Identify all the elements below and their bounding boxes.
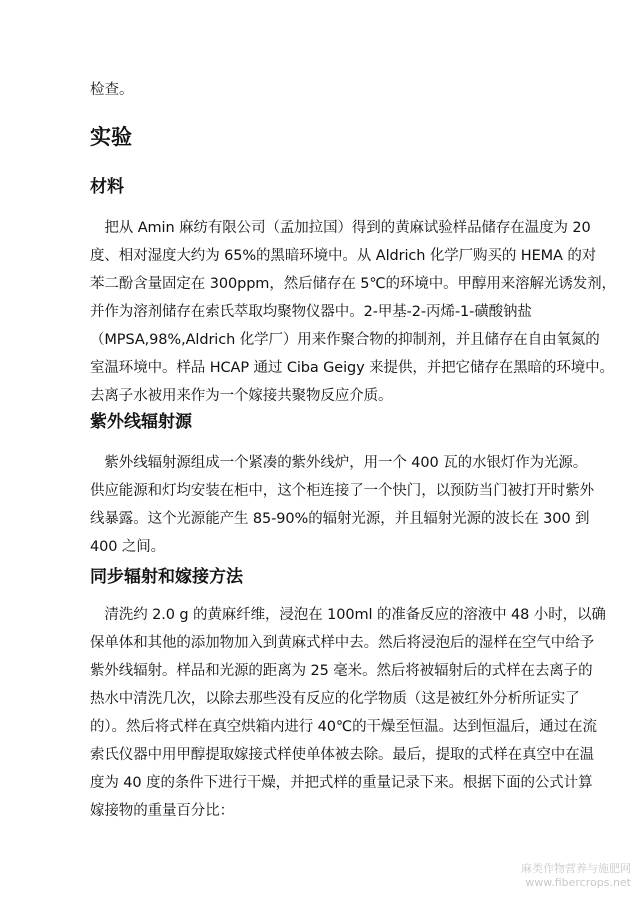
continued-text: 检查。 (90, 82, 134, 98)
paragraph-line: 把从 Amin 麻纺有限公司（孟加拉国）得到的黄麻试验样品储存在温度为 20 (90, 220, 591, 236)
paragraph-line: 紫外线辐射源组成一个紧凑的紫外线炉，用一个 400 瓦的水银灯作为光源。 (90, 455, 588, 471)
watermark-name: 麻类作物营养与施肥网 (521, 862, 631, 875)
paragraph-line: 度为 40 度的条件下进行干燥，并把式样的重量记录下来。根据下面的公式计算 (90, 775, 593, 791)
paragraph-line: 的）。然后将式样在真空烘箱内进行 40℃的干燥至恒温。达到恒温后，通过在流 (90, 719, 597, 735)
paragraph-line: 清洗约 2.0 g 的黄麻纤维，浸泡在 100ml 的准备反应的溶液中 48 小时，以确 (90, 607, 606, 623)
paragraph-line: 度、相对湿度大约为 65%的黑暗环境中。从 Aldrich 化学厂购买的 HEMA 的对 (90, 248, 597, 264)
heading-grafting-method: 同步辐射和嫁接方法 (90, 567, 243, 587)
paragraph-grafting-method (90, 601, 606, 825)
watermark-url: www.fibercrops.net (525, 876, 631, 889)
paragraph-line: 并作为溶剂储存在索氏萃取均聚物仪器中。2-甲基-2-丙烯-1-磺酸钠盐 (90, 304, 532, 320)
paragraph-line: 400 之间。 (90, 539, 166, 555)
paragraph-line: 室温环境中。样品 HCAP 通过 Ciba Geigy 来提供，并把它储存在黑暗的环境中。 (90, 360, 614, 376)
paragraph-line: 线暴露。这个光源能产生 85-90%的辐射光源，并且辐射光源的波长在 300 到 (90, 511, 590, 527)
paragraph-line: 去离子水被用来作为一个嫁接共聚物反应介质。 (90, 388, 393, 404)
paragraph-line: 紫外线辐射。样品和光源的距离为 25 毫米。然后将被辐射后的式样在去离子的 (90, 663, 593, 679)
paragraph-line: 嫁接物的重量百分比： (90, 803, 234, 819)
paragraph-line: 热水中清洗几次，以除去那些没有反应的化学物质（这是被红外分析所证实了 (90, 691, 580, 707)
paragraph-materials (90, 214, 616, 410)
paragraph-line: 苯二酚含量固定在 300ppm，然后储存在 5℃的环境中。甲醇用来溶解光诱发剂， (90, 276, 616, 292)
paragraph-line: （MPSA,98%,Aldrich 化学厂）用来作聚合物的抑制剂，并且储存在自由氧氮的 (90, 332, 600, 348)
paragraph-line: 保单体和其他的添加物加入到黄麻式样中去。然后将浸泡后的湿样在空气中给予 (90, 635, 594, 651)
site-watermark (521, 862, 631, 890)
heading-uv-source: 紫外线辐射源 (90, 412, 192, 432)
section-title: 实验 (90, 125, 132, 149)
paragraph-line: 索氏仪器中用甲醇提取嫁接式样使单体被去除。最后，提取的式样在真空中在温 (90, 747, 594, 763)
paragraph-line: 供应能源和灯均安装在柜中，这个柜连接了一个快门，以预防当门被打开时紫外 (90, 483, 594, 499)
heading-materials: 材料 (90, 177, 124, 197)
paragraph-uv-source (90, 449, 594, 561)
